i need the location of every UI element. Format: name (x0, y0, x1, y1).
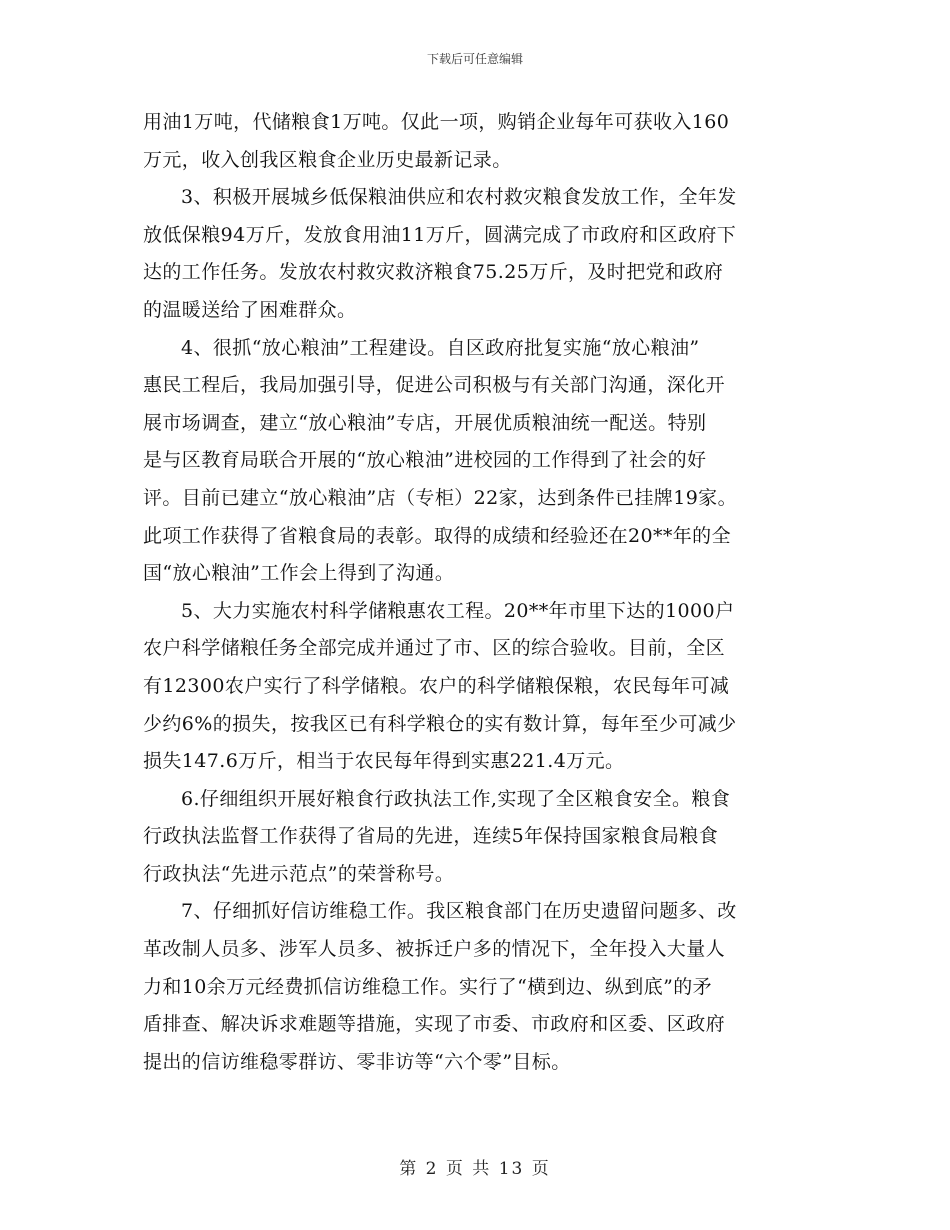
text-line: 农户科学储粮任务全部完成并通过了市、区的综合验收。目前，全区 (143, 637, 726, 660)
text-line: 行政执法“先进示范点”的荣誉称号。 (143, 862, 455, 885)
text-line: 力和10余万元经费抓信访维稳工作。实行了“横到边、纵到底”的矛 (143, 975, 713, 998)
document-body (143, 104, 808, 1081)
page-number: 第 2 页 共 13 页 (399, 1159, 551, 1179)
text-line: 展市场调查，建立“放心粮油”专店，开展优质粮油统一配送。特别 (143, 411, 707, 434)
text-line: 革改制人员多、涉军人员多、被拆迁户多的情况下，全年投入大量人 (143, 938, 726, 961)
text-line: 是与区教育局联合开展的“放心粮油”进校园的工作得到了社会的好 (143, 449, 707, 472)
text-line: 盾排查、解决诉求难题等措施，实现了市委、市政府和区委、区政府 (143, 1013, 726, 1036)
text-line: 国“放心粮油”工作会上得到了沟通。 (143, 562, 455, 585)
text-line: 5、大力实施农村科学储粮惠农工程。20**年市里下达的1000户 (181, 599, 735, 622)
text-line: 达的工作任务。发放农村救灾救济粮食75.25万斤，及时把党和政府 (143, 261, 724, 284)
text-line: 7、仔细抓好信访维稳工作。我区粮食部门在历史遗留问题多、改 (181, 900, 737, 923)
text-line: 损失147.6万斤，相当于农民每年得到实惠221.4万元。 (143, 750, 625, 773)
text-line: 有12300农户实行了科学储粮。农户的科学储粮保粮，农民每年可减 (143, 674, 730, 697)
paragraph-4 (143, 593, 808, 781)
text-line: 万元，收入创我区粮食企业历史最新记录。 (143, 148, 512, 171)
text-line: 提出的信访维稳零群访、零非访等“六个零”目标。 (143, 1050, 571, 1073)
text-line: 惠民工程后，我局加强引导，促进公司积极与有关部门沟通，深化开 (143, 374, 726, 397)
text-line: 的温暖送给了困难群众。 (143, 298, 357, 321)
paragraph-6 (143, 893, 808, 1081)
paragraph-5 (143, 781, 808, 894)
text-line: 行政执法监督工作获得了省局的先进，连续5年保持国家粮食局粮食 (143, 825, 719, 848)
text-line: 3、积极开展城乡低保粮油供应和农村救灾粮食发放工作，全年发 (181, 186, 737, 209)
text-line: 6.仔细组织开展好粮食行政执法工作,实现了全区粮食安全。粮食 (181, 787, 731, 810)
page-header: 下载后可任意编辑 (426, 52, 523, 66)
text-line: 评。目前已建立“放心粮油”店（专柜）22家，达到条件已挂牌19家。 (143, 486, 737, 509)
paragraph-3 (143, 330, 808, 593)
text-line: 4、很抓“放心粮油”工程建设。自区政府批复实施“放心粮油” (181, 336, 700, 359)
text-line: 此项工作获得了省粮食局的表彰。取得的成绩和经验还在20**年的全 (143, 524, 731, 547)
text-line: 放低保粮94万斤，发放食用油11万斤，圆满完成了市政府和区政府下 (143, 223, 737, 246)
text-line: 用油1万吨，代储粮食1万吨。仅此一项，购销企业每年可获收入160 (143, 111, 730, 133)
paragraph-1 (143, 104, 808, 179)
text-line: 少约6%的损失，按我区已有科学粮仓的实有数计算，每年至少可减少 (143, 712, 737, 735)
paragraph-2 (143, 179, 808, 329)
